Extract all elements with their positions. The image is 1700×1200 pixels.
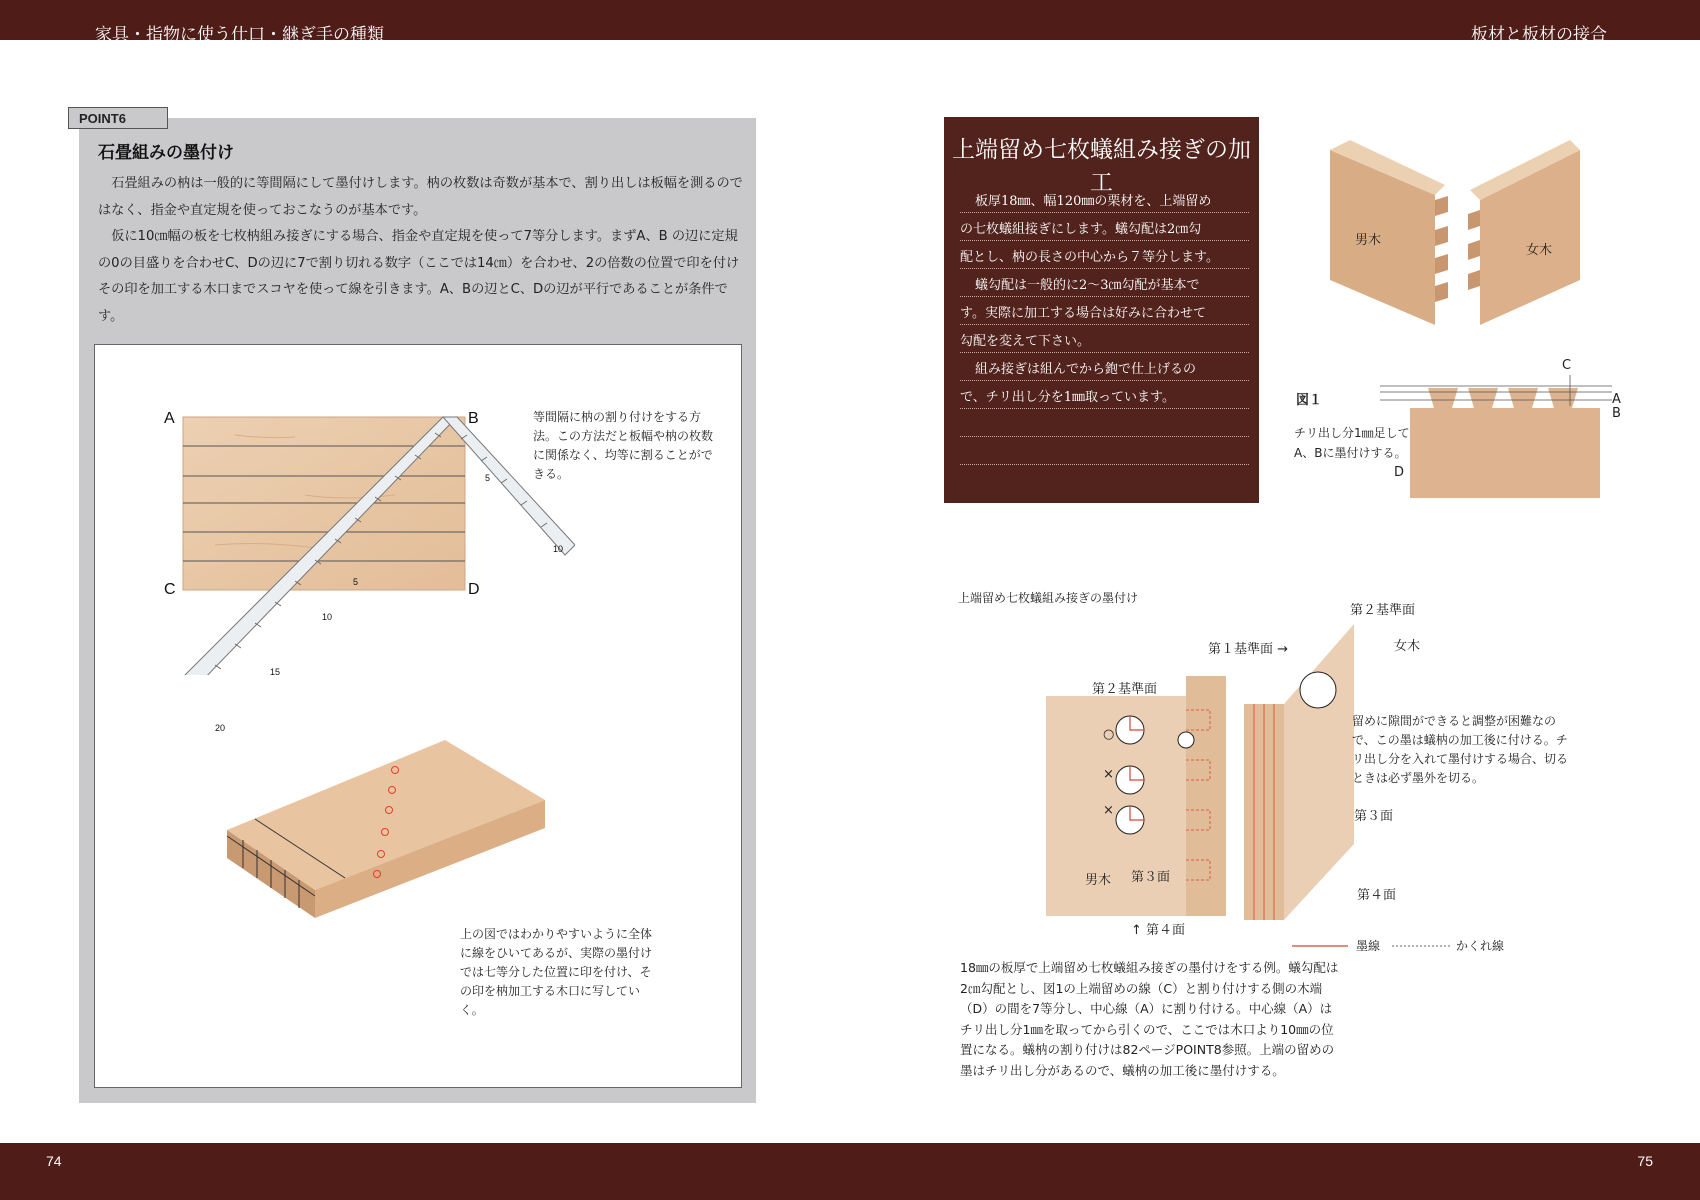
legend-hidden-label: かくれ線 — [1456, 939, 1505, 953]
panel-line: の七枚蟻組接ぎにします。蟻勾配は2㎝勾 — [960, 213, 1249, 241]
male-board-label: 男木 — [1085, 873, 1112, 888]
panel-line: 板厚18㎜、幅120㎜の栗材を、上端留め — [960, 185, 1249, 213]
point-body — [98, 171, 748, 330]
fig1-label-a: A — [1612, 392, 1621, 407]
face3-left-label: 第３面 — [1131, 870, 1171, 885]
point-paragraph: 仮に10㎝幅の板を七枚枘組み接ぎにする場合、指金や直定規を使って7等分します。まずA、B の辺に定規の0の目盛りを合わせC、Dの辺に7で割り切れる数字（ここでは14㎝）を合わせ、2の倍数の位置で印を付けその印を加工する木口までスコヤを使って線を引きます。A、Bの辺とC、Dの辺が平行であることが条件です。 — [98, 229, 740, 324]
marking-note: 留めに隙間ができると調整が困難なので、この墨は蟻枘の加工後に付ける。チリ出し分を入れて墨付けする場合、切るときは必ず墨外を切る。 — [1352, 714, 1569, 785]
process-panel — [944, 117, 1259, 503]
note-bottom: 上の図ではわかりやすいように全体に線をひいてあるが、実際の墨付けでは七等分した位置に印を付け、その印を枘加工する木口に写していく。 — [460, 927, 653, 1017]
ruler-number: 10 — [553, 544, 564, 554]
footer-bar — [0, 1143, 1700, 1200]
panel-line: で、チリ出し分を1㎜取っています。 — [960, 381, 1249, 409]
panel-line: 組み接ぎは組んでから鉋で仕上げるの — [960, 353, 1249, 381]
panel-line: す。実際に加工する場合は好みに合わせて — [960, 297, 1249, 325]
ng-mark: × — [1103, 803, 1114, 818]
fig1-label-c: C — [1562, 358, 1572, 373]
face2-left-label: 第２基準面 — [1092, 682, 1158, 697]
section-title: 板材と板材の接合 — [1471, 25, 1607, 45]
fig1-label-d: D — [1394, 465, 1405, 480]
point-paragraph: 石畳組みの枘は一般的に等間隔にして墨付けします。枘の枚数は奇数が基本で、割り出しは板幅を測るのではなく、指金や直定規を使っておこなうのが基本です。 — [98, 176, 743, 218]
male-piece-label: 男木 — [1355, 233, 1382, 248]
ruler-number: 15 — [270, 667, 281, 677]
point-tag: POINT6 — [68, 107, 168, 129]
corner-label-b: B — [468, 410, 479, 427]
header-bar — [0, 0, 1700, 45]
ruler-number: 20 — [215, 723, 226, 733]
figure-1-title: 図１ — [1296, 393, 1323, 408]
face4-right-label: 第４面 — [1357, 888, 1397, 903]
legend-ink-label: 墨線 — [1356, 939, 1381, 953]
page-number-left: 74 — [46, 1153, 62, 1169]
corner-label-c: C — [164, 581, 176, 598]
panel-line — [960, 409, 1249, 437]
corner-label-a: A — [164, 410, 175, 427]
figure-1-note-line2: A、Bに墨付けする。 — [1294, 446, 1407, 460]
ng-mark: × — [1103, 767, 1114, 782]
face3-right-label: 第３面 — [1354, 809, 1394, 824]
face2-right-label: 第２基準面 — [1350, 603, 1416, 618]
ok-mark: ○ — [1103, 727, 1115, 742]
marking-caption: 上端留め七枚蟻組み接ぎの墨付け — [958, 591, 1139, 605]
legend-hidden-line — [1392, 944, 1452, 948]
female-board-label: 女木 — [1394, 639, 1421, 654]
ruler-number: 5 — [485, 473, 491, 483]
ruler-number: 5 — [353, 577, 359, 587]
figure-1-note-line1: チリ出し分1㎜足して — [1294, 426, 1410, 440]
figure-1-diagram — [1380, 370, 1620, 500]
face1-label: 第１基準面 → — [1208, 642, 1289, 657]
panel-line: 配とし、枘の長さの中心から７等分します。 — [960, 241, 1249, 269]
female-piece-label: 女木 — [1526, 243, 1553, 258]
page-number-right: 75 — [1637, 1153, 1653, 1169]
illustration-box — [94, 344, 742, 1088]
panel-body — [960, 185, 1249, 465]
panel-line: 勾配を変えて下さい。 — [960, 325, 1249, 353]
panel-line: 蟻勾配は一般的に2〜3㎝勾配が基本で — [960, 269, 1249, 297]
fig1-label-b: B — [1612, 406, 1621, 421]
note-top: 等間隔に枘の割り付けをする方法。この方法だと板幅や枘の枚数に関係なく、均等に割ることができる。 — [533, 410, 714, 481]
face4-left-label: ↑ 第４面 — [1131, 923, 1186, 938]
ruler-number: 10 — [322, 612, 333, 622]
panel-title: 上端留め七枚蟻組み接ぎの加工 — [952, 137, 1251, 196]
marking-description: 18㎜の板厚で上端留め七枚蟻組み接ぎの墨付けをする例。蟻勾配は2㎝勾配とし、図1の上端留めの線（C）と割り付けする側の木端（D）の間を7等分し、中心線（A）に割り付ける。中心線（A）はチリ出し分1㎜を取ってから引くので、ここでは木口より10㎜の位置になる。蟻枘の割り付けは82ページPOINT8参照。上端の留めの墨はチリ出し分があるので、蟻枘の加工後に墨付けする。 — [960, 960, 1339, 1078]
board-with-square-illustration — [155, 375, 575, 675]
board-perspective-illustration — [225, 740, 545, 940]
legend-ink-line — [1292, 944, 1348, 948]
chapter-title: 家具・指物に使う仕口・継ぎ手の種類 — [95, 25, 384, 45]
panel-line — [960, 437, 1249, 465]
point-heading: 石畳組みの墨付け — [98, 143, 234, 163]
corner-label-d: D — [468, 581, 480, 598]
